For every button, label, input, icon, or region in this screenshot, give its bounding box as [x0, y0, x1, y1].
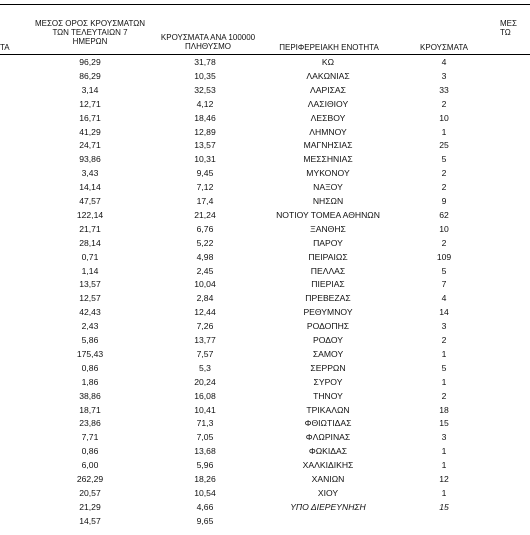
- cell-avg7: 93,86: [79, 154, 101, 165]
- cell-avg7: 3,43: [81, 168, 99, 179]
- cell-per100k: 13,77: [194, 335, 216, 345]
- cell-cases: 4: [441, 293, 447, 304]
- cell-cases: 1: [441, 487, 447, 498]
- cell-avg7: 14,14: [79, 182, 101, 193]
- cell-cases: 33: [439, 84, 449, 95]
- cell-unit: ΦΩΚΙΔΑΣ: [308, 446, 348, 457]
- cell-cases: 1: [441, 376, 447, 387]
- cell-unit: ΡΕΘΥΜΝΟΥ: [303, 307, 353, 318]
- cell-per100k: 12,89: [194, 126, 216, 137]
- cell-unit: ΧΙΟΥ: [317, 487, 339, 498]
- cell-avg7: 12,71: [79, 98, 101, 109]
- cell-avg7: 1,14: [81, 265, 99, 276]
- cell-avg7: 96,29: [79, 57, 101, 67]
- cell-unit: ΜΕΣΣΗΝΙΑΣ: [303, 154, 353, 165]
- header-cases: ΚΡΟΥΣΜΑΤΑ: [420, 43, 468, 52]
- cell-avg7: 0,86: [81, 362, 99, 373]
- cell-cases: 18: [439, 404, 449, 415]
- cell-cases: 1: [441, 126, 447, 137]
- cell-unit: ΚΩ: [321, 57, 335, 67]
- cell-unit: ΦΛΩΡΙΝΑΣ: [305, 432, 351, 443]
- cell-avg7: 122,14: [76, 209, 104, 220]
- cell-cases: 7: [441, 279, 447, 290]
- cell-avg7: 41,29: [79, 126, 101, 137]
- cell-unit: ΝΟΤΙΟΥ ΤΟΜΕΑ ΑΘΗΝΩΝ: [276, 209, 380, 220]
- cell-avg7: 175,43: [76, 348, 104, 359]
- cell-per100k: 7,05: [196, 432, 214, 443]
- cell-unit: ΥΠΟ ΔΙΕΡΕΥΝΗΣΗ: [290, 501, 366, 512]
- cell-cases: 4: [441, 57, 447, 67]
- cell-avg7: 12,57: [79, 293, 101, 304]
- cell-cases: 5: [441, 362, 447, 373]
- cell-cases: 10: [439, 112, 449, 123]
- cell-cases: 9: [441, 196, 447, 206]
- cell-per100k: 7,12: [196, 182, 214, 193]
- cell-cases: 1: [441, 446, 447, 457]
- cell-unit: ΧΑΛΚΙΔΙΚΗΣ: [302, 460, 354, 471]
- cell-unit: ΣΥΡΟΥ: [313, 376, 343, 387]
- cell-avg7: 16,71: [79, 112, 101, 123]
- cell-avg7: 38,86: [79, 390, 101, 401]
- cell-per100k: 6,76: [196, 223, 214, 234]
- header-right-cut: [500, 19, 530, 37]
- cell-per100k: 2,45: [196, 265, 214, 276]
- cell-cases: 14: [439, 307, 449, 318]
- cell-per100k: 5,3: [199, 362, 211, 373]
- cell-avg7: 21,71: [79, 223, 101, 234]
- cell-unit: ΜΥΚΟΝΟΥ: [306, 168, 350, 179]
- cell-per100k: 18,46: [194, 112, 216, 123]
- cell-per100k: 71,3: [196, 418, 214, 429]
- cell-avg7: 21,29: [79, 501, 101, 512]
- cell-unit: ΠΙΕΡΙΑΣ: [311, 279, 345, 290]
- cell-avg7: 18,71: [79, 404, 101, 415]
- cell-unit: ΛΕΣΒΟΥ: [310, 112, 346, 123]
- cell-cases: 3: [441, 432, 447, 443]
- cell-unit: ΛΑΚΩΝΙΑΣ: [306, 70, 350, 81]
- cell-cases: 5: [441, 265, 447, 276]
- cell-avg7: 47,57: [79, 196, 101, 206]
- cell-unit: ΠΑΡΟΥ: [313, 237, 343, 248]
- header-per100k-line1: ΚΡΟΥΣΜΑΤΑ ΑΝΑ 100000: [160, 33, 256, 42]
- cell-avg7: 14,57: [79, 515, 101, 526]
- cell-unit: ΛΑΡΙΣΑΣ: [310, 84, 346, 95]
- cell-unit: ΣΕΡΡΩΝ: [310, 362, 346, 373]
- cell-cases: 2: [441, 168, 447, 179]
- cell-per100k: 20,24: [194, 376, 216, 387]
- cell-unit: ΠΕΙΡΑΙΩΣ: [308, 251, 348, 262]
- cell-per100k: 21,24: [194, 209, 216, 220]
- cell-unit: ΤΡΙΚΑΛΩΝ: [306, 404, 350, 415]
- cell-per100k: 13,68: [194, 446, 216, 457]
- cell-cases: 2: [441, 98, 447, 109]
- cell-avg7: 42,43: [79, 307, 101, 318]
- cell-per100k: 10,04: [194, 279, 216, 290]
- cell-per100k: 2,84: [196, 293, 214, 304]
- cell-cases: 2: [441, 237, 447, 248]
- cell-cases: 1: [441, 460, 447, 471]
- cell-cases: 2: [441, 182, 447, 193]
- cell-per100k: 4,66: [196, 501, 214, 512]
- cell-per100k: 4,98: [196, 251, 214, 262]
- header-avg7-line2: ΤΩΝ ΤΕΛΕΥΤΑΙΩΝ 7: [52, 28, 128, 37]
- cell-cases: 62: [439, 209, 449, 220]
- cell-avg7: 24,71: [79, 140, 101, 151]
- cell-unit: ΡΟΔΟΥ: [313, 335, 343, 345]
- cell-cases: 12: [439, 474, 449, 484]
- cell-cases: 3: [441, 70, 447, 81]
- header-avg7-line3: ΗΜΕΡΩΝ: [72, 37, 108, 46]
- cell-per100k: 5,22: [196, 237, 214, 248]
- cell-avg7: 1,86: [81, 376, 99, 387]
- cell-avg7: 0,71: [81, 251, 99, 262]
- header-left-cut: ΤΑ: [0, 43, 10, 52]
- cell-unit: ΦΘΙΩΤΙΔΑΣ: [304, 418, 352, 429]
- header-rule: [0, 54, 530, 55]
- cell-unit: ΜΑΓΝΗΣΙΑΣ: [303, 140, 353, 151]
- cell-avg7: 28,14: [79, 237, 101, 248]
- cell-per100k: 10,31: [194, 154, 216, 165]
- cell-per100k: 16,08: [194, 390, 216, 401]
- cell-cases: 15: [439, 501, 449, 512]
- cell-unit: ΛΑΣΙΘΙΟΥ: [307, 98, 349, 109]
- cell-per100k: 10,41: [194, 404, 216, 415]
- cell-avg7: 86,29: [79, 70, 101, 81]
- cell-cases: 2: [441, 335, 447, 345]
- cell-cases: 15: [439, 418, 449, 429]
- header-per100k: [148, 33, 268, 51]
- cell-cases: 5: [441, 154, 447, 165]
- cell-per100k: 4,12: [196, 98, 214, 109]
- cell-unit: ΣΑΜΟΥ: [312, 348, 344, 359]
- cell-unit: ΛΗΜΝΟΥ: [309, 126, 347, 137]
- cell-unit: ΡΟΔΟΠΗΣ: [306, 321, 350, 332]
- cell-per100k: 12,44: [194, 307, 216, 318]
- header-per100k-line2: ΠΛΗΘΥΣΜΟ: [184, 42, 232, 51]
- header-avg7-line1: ΜΕΣΟΣ ΟΡΟΣ ΚΡΟΥΣΜΑΤΩΝ: [34, 19, 146, 28]
- cell-per100k: 10,54: [194, 487, 216, 498]
- cell-per100k: 13,57: [194, 140, 216, 151]
- header-avg7: [22, 19, 158, 46]
- cell-cases: 1: [441, 348, 447, 359]
- header-unit: ΠΕΡΙΦΕΡΕΙΑΚΗ ΕΝΟΤΗΤΑ: [279, 43, 379, 52]
- cell-unit: ΝΗΣΩΝ: [312, 196, 344, 206]
- cell-per100k: 5,96: [196, 460, 214, 471]
- cell-avg7: 23,86: [79, 418, 101, 429]
- cell-avg7: 2,43: [81, 321, 99, 332]
- cell-per100k: 9,65: [196, 515, 214, 526]
- cell-avg7: 3,14: [81, 84, 99, 95]
- cell-unit: ΞΑΝΘΗΣ: [310, 223, 346, 234]
- cell-avg7: 7,71: [81, 432, 99, 443]
- cell-per100k: 9,45: [196, 168, 214, 179]
- top-rule: [0, 4, 530, 5]
- cell-avg7: 262,29: [76, 474, 104, 484]
- cell-unit: ΠΡΕΒΕΖΑΣ: [305, 293, 351, 304]
- cell-per100k: 31,78: [194, 57, 216, 67]
- cell-avg7: 6,00: [81, 460, 99, 471]
- cell-avg7: 0,86: [81, 446, 99, 457]
- cell-per100k: 10,35: [194, 70, 216, 81]
- cell-cases: 2: [441, 390, 447, 401]
- cell-avg7: 5,86: [81, 335, 99, 345]
- cell-unit: ΧΑΝΙΩΝ: [311, 474, 345, 484]
- header-right-cut-line1: ΜΕΣ: [500, 19, 517, 28]
- cell-avg7: 13,57: [79, 279, 101, 290]
- cell-cases: 109: [436, 251, 452, 262]
- cell-per100k: 7,57: [196, 348, 214, 359]
- cell-unit: ΠΕΛΛΑΣ: [310, 265, 346, 276]
- cell-per100k: 32,53: [194, 84, 216, 95]
- header-right-cut-line2: ΤΩ: [500, 28, 511, 37]
- cell-per100k: 7,26: [196, 321, 214, 332]
- cell-per100k: 17,4: [196, 196, 214, 206]
- cell-unit: ΝΑΞΟΥ: [313, 182, 343, 193]
- cell-cases: 10: [439, 223, 449, 234]
- cell-cases: 25: [439, 140, 449, 151]
- cell-per100k: 18,26: [194, 474, 216, 484]
- cell-avg7: 20,57: [79, 487, 101, 498]
- cell-cases: 3: [441, 321, 447, 332]
- cell-unit: ΤΗΝΟΥ: [313, 390, 343, 401]
